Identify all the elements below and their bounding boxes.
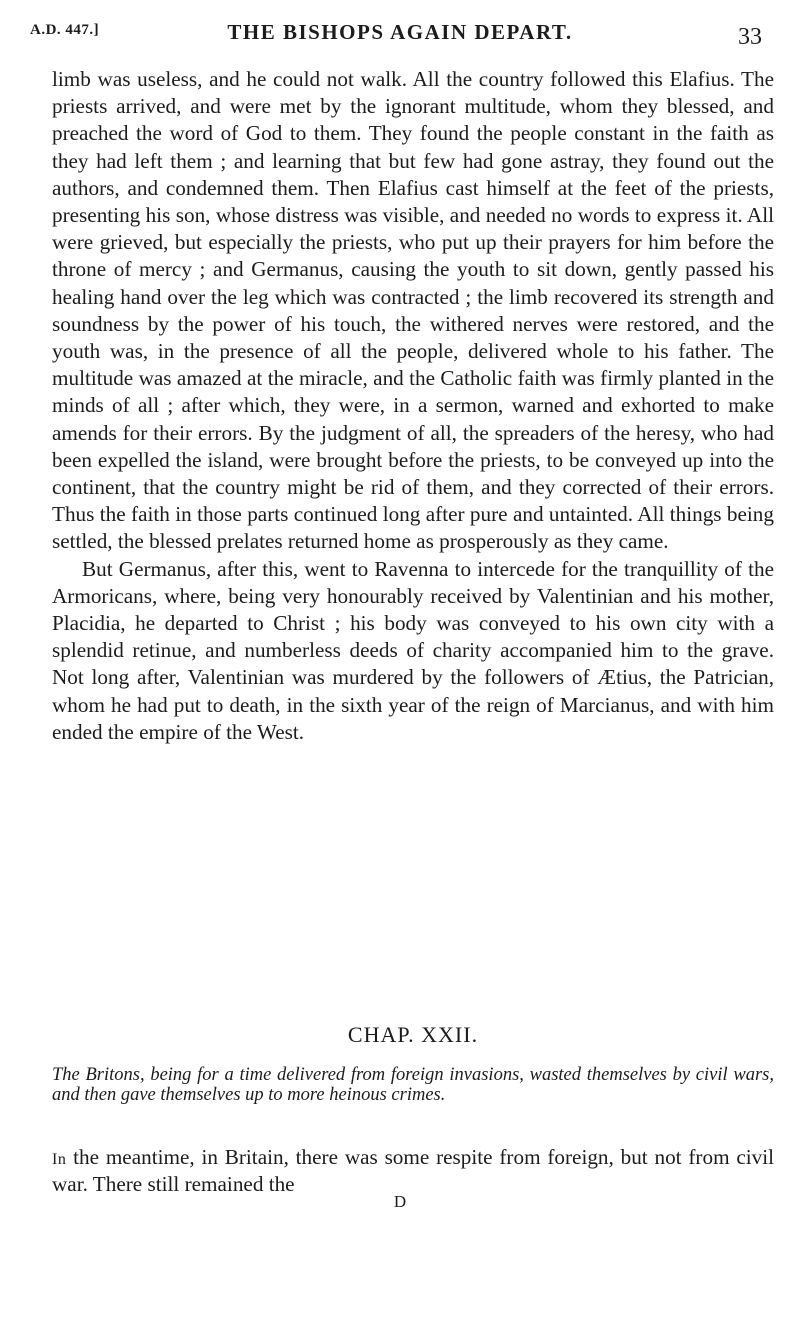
opening-first-word: In [52,1151,67,1168]
chapter-opening [52,1145,774,1196]
paragraph-2: But Germanus, after this, went to Ravenna to intercede for the tranquillity of the Armoricans, where, being very honourably received by Valentinian and his mother, Placidia, he departed to Christ ; his body was conveyed to his own city with a splendid retinue, and numberless deeds of charity accompanied him to the grave. Not long after, Valentinian was murdered by the followers of Ætius, the Patrician, whom he had put to death, in the sixth year of the reign of Marcianus, and with him ended the empire of the West. [52,556,774,744]
chapter-summary: The Britons, being for a time delivered from foreign invasions, wasted themselves by civil wars, and then gave themselves up to more heinous crimes. [52,1065,774,1105]
body-text [52,66,774,746]
chapter-heading: CHAP. XXII. [347,1022,479,1047]
running-header [30,10,770,50]
paragraph-1: limb was useless, and he could not walk. All the country followed this Elafius. The priests arrived, and were met by the ignorant multitude, whom they blessed, and preached the word of God to them. They found the people constant in the faith as they had left them ; and learning that but few had gone astray, they found out the authors, and condemned them. Then Elafius cast himself at the feet of the priests, presenting his son, whose distress was visible, and needed no words to express it. All were grieved, but especially the priests, who put up their prayers for him before the throne of mercy ; and Germanus, causing the youth to sit down, gently passed his healing hand over the leg which was contracted ; the limb recovered its strength and soundness by the power of his touch, the withered nerves were restored, and the youth was, in the presence of all the people, delivered whole to his father. The multitude was amazed at the miracle, and the Catholic faith was firmly planted in the minds of all ; after which, they were, in a sermon, warned and exhorted to make amends for their errors. By the judgment of all, the spreaders of the heresy, who had been expelled the island, were brought before the priests, to be conveyed up into the continent, that the country might be rid of them, and they corrected of their errors. Thus the faith in those parts continued long after pure and untainted. All things being settled, the blessed prelates returned home as prosperously as they came. [52,67,774,554]
page-number: 33 [738,24,762,50]
header-title: THE BISHOPS AGAIN DEPART. [227,20,573,44]
signature-mark: D [393,1192,407,1211]
header-date: A.D. 447.] [30,22,100,38]
opening-text: the meantime, in Britain, there was some respite from foreign, but not from civil war. There still remained the [52,1145,775,1196]
